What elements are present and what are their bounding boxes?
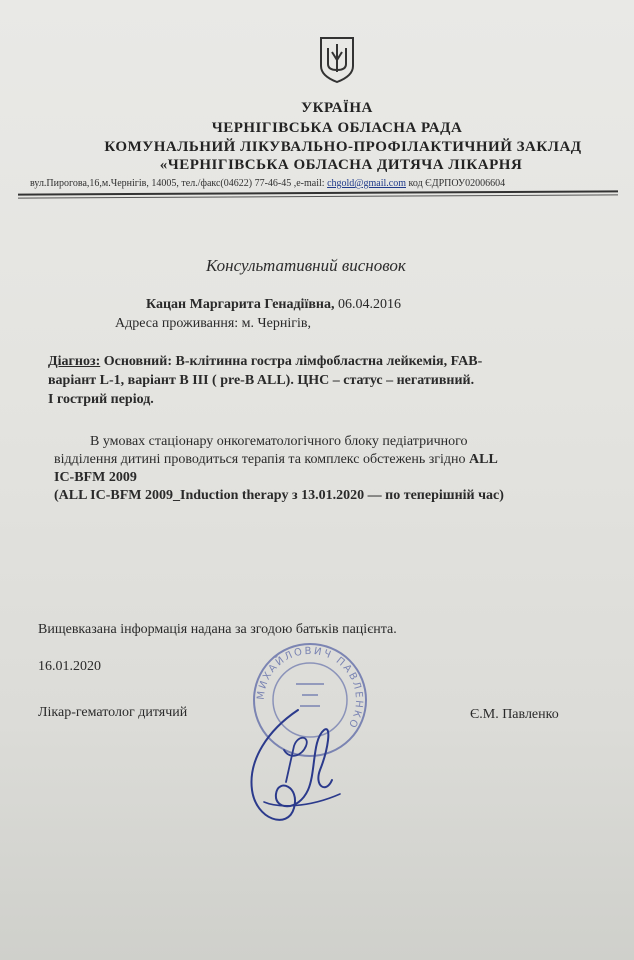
consent-statement: Вищевказана інформація надана за згодою батьків пацієнта. — [38, 622, 397, 637]
stamp-text: МИХАЙЛОВИЧ ПАВЛЕНКО — [255, 645, 365, 731]
diagnosis-line-1 — [48, 352, 608, 371]
treatment-line-2-text: відділення дитині проводиться терапія та комплекс обстежень згідно — [54, 452, 469, 467]
treatment-line-3: IC-BFM 2009 — [54, 470, 137, 485]
diagnosis-line-3: І гострий період. — [48, 392, 154, 407]
treatment-paragraph — [54, 433, 614, 505]
treatment-line-4: (ALL IC-BFM 2009_Induction therapy з 13.01.2020 — по теперішній час) — [54, 488, 504, 503]
header-country: УКРАЇНА — [301, 100, 373, 116]
patient-name: Кацан Маргарита Генадіївна, — [146, 297, 335, 312]
document-title: Консультативний висновок — [206, 256, 406, 275]
diagnosis-block — [48, 352, 608, 409]
diagnosis-line-2: варіант L-1, варіант В ІІІ ( pre-B ALL). ЦНС – статус – негативний. — [48, 373, 475, 388]
document-date: 16.01.2020 — [38, 659, 101, 674]
header-contacts — [30, 178, 610, 189]
diagnosis-text-1: Основний: В-клітинна гостра лімфобластна лейкемія, FAB- — [100, 354, 483, 369]
doctor-role: Лікар-гематолог дитячий — [38, 705, 188, 720]
contacts-address: вул.Пирогова,16,м.Чернігів, 14005, тел./факс(04622) 77-46-45 ,е-mail: — [30, 178, 328, 189]
treatment-line-1: В умовах стаціонару онкогематологічного блоку педіатричного — [90, 434, 468, 449]
treatment-line-2 — [54, 451, 614, 469]
diagnosis-label: Діагноз: — [48, 354, 101, 369]
doctor-name: Є.М. Павленко — [470, 707, 559, 722]
patient-line — [146, 297, 401, 313]
treatment-line-2-bold: ALL — [469, 452, 498, 467]
signature — [228, 690, 348, 840]
header-council: ЧЕРНІГІВСЬКА ОБЛАСНА РАДА — [211, 120, 463, 136]
patient-address: Адреса проживання: м. Чернігів, — [115, 316, 311, 331]
contacts-code: код ЄДРПОУ02006604 — [406, 178, 506, 189]
header-hospital: «ЧЕРНІГІВСЬКА ОБЛАСНА ДИТЯЧА ЛІКАРНЯ — [159, 157, 523, 173]
header-institution: КОМУНАЛЬНИЙ ЛІКУВАЛЬНО-ПРОФІЛАКТИЧНИЙ ЗАКЛАД — [104, 139, 582, 155]
trident-icon — [318, 36, 356, 84]
patient-birthdate: 06.04.2016 — [334, 297, 401, 312]
contacts-email: chgold@gmail.com — [327, 178, 406, 189]
